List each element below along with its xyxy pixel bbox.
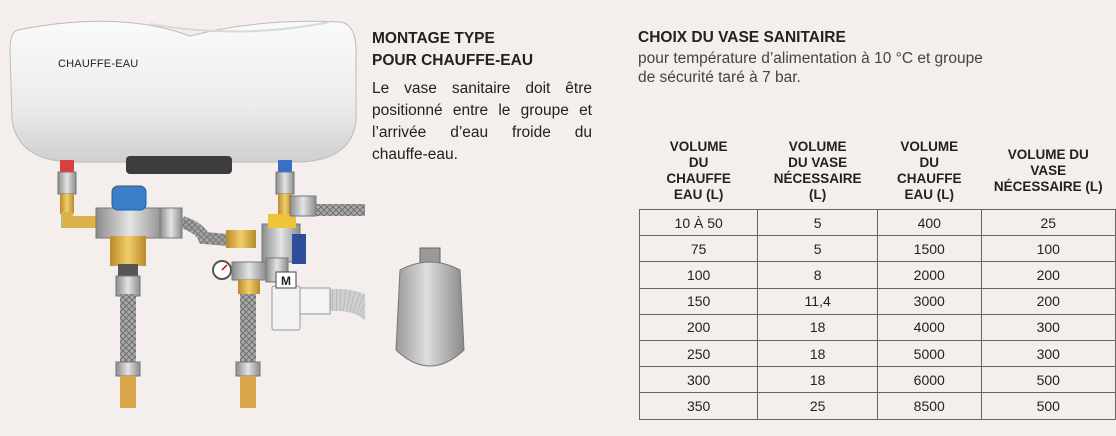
table-cell: 18 bbox=[758, 367, 878, 393]
table-cell: 3000 bbox=[877, 288, 981, 314]
water-heater-tank bbox=[10, 21, 356, 174]
table-cell: 300 bbox=[981, 314, 1115, 340]
header-line: VASE bbox=[1030, 163, 1067, 178]
table-row bbox=[640, 393, 1116, 419]
vase-selection-table bbox=[639, 135, 1116, 420]
table-cell: 500 bbox=[981, 367, 1115, 393]
header-line: EAU (L) bbox=[673, 187, 724, 202]
table-row bbox=[640, 340, 1116, 366]
middle-flex-hose bbox=[240, 294, 256, 364]
table-row bbox=[640, 262, 1116, 288]
column-header bbox=[877, 135, 981, 210]
table-cell: 8500 bbox=[877, 393, 981, 419]
table-cell: 2000 bbox=[877, 262, 981, 288]
table-cell: 100 bbox=[640, 262, 758, 288]
table-cell: 10 À 50 bbox=[640, 210, 758, 236]
vase-choice-title: CHOIX DU VASE SANITAIRE bbox=[638, 29, 846, 46]
vase-subtitle-line2: de sécurité taré à 7 bar. bbox=[638, 69, 801, 86]
header-line: VOLUME bbox=[669, 139, 728, 154]
table-cell: 500 bbox=[981, 393, 1115, 419]
table-cell: 25 bbox=[981, 210, 1115, 236]
header-line: (L) bbox=[809, 187, 827, 202]
column-header bbox=[981, 135, 1115, 210]
table-cell: 75 bbox=[640, 236, 758, 262]
table-cell: 1500 bbox=[877, 236, 981, 262]
header-line: CHAUFFE bbox=[666, 171, 731, 186]
header-line: VOLUME bbox=[900, 139, 959, 154]
expansion-vessel bbox=[380, 240, 480, 390]
montage-title-line2: POUR CHAUFFE-EAU bbox=[372, 52, 534, 69]
pressure-gauge-icon bbox=[213, 261, 266, 294]
table-cell: 150 bbox=[640, 288, 758, 314]
valve-m-label: M bbox=[281, 274, 291, 288]
column-header bbox=[758, 135, 878, 210]
table-cell: 5 bbox=[758, 236, 878, 262]
table-cell: 25 bbox=[758, 393, 878, 419]
table-row bbox=[640, 288, 1116, 314]
table-row bbox=[640, 236, 1116, 262]
montage-description: Le vase sanitaire doit être positionné entre le groupe et l’arrivée d’eau froide du chauffe-eau. bbox=[372, 80, 592, 163]
vase-supply-hose bbox=[316, 210, 365, 250]
vase-subtitle-line1: pour température d’alimentation à 10 °C et groupe bbox=[638, 50, 983, 67]
drain-hose bbox=[300, 300, 365, 410]
table-cell: 350 bbox=[640, 393, 758, 419]
table-cell: 4000 bbox=[877, 314, 981, 340]
table-cell: 100 bbox=[981, 236, 1115, 262]
header-line: NÉCESSAIRE (L) bbox=[993, 179, 1103, 194]
water-heater-installation-diagram bbox=[0, 0, 365, 436]
table-cell: 5 bbox=[758, 210, 878, 236]
table-cell: 18 bbox=[758, 340, 878, 366]
table-row bbox=[640, 210, 1116, 236]
left-flex-hose bbox=[120, 294, 136, 364]
table-cell: 300 bbox=[981, 340, 1115, 366]
header-line: VOLUME DU bbox=[1007, 147, 1089, 162]
heater-label: CHAUFFE-EAU bbox=[58, 58, 139, 70]
table-row bbox=[640, 367, 1116, 393]
header-line: DU bbox=[919, 155, 939, 170]
table-cell: 5000 bbox=[877, 340, 981, 366]
table-header-row bbox=[640, 135, 1116, 210]
table-cell: 200 bbox=[981, 262, 1115, 288]
left-copper-pipe bbox=[120, 376, 136, 408]
montage-title-line1: MONTAGE TYPE bbox=[372, 30, 495, 47]
header-line: VOLUME bbox=[788, 139, 847, 154]
table-cell: 8 bbox=[758, 262, 878, 288]
mixing-valve bbox=[96, 186, 182, 296]
header-line: DU VASE bbox=[788, 155, 848, 170]
vase-choice-subtitle bbox=[638, 49, 1058, 87]
table-cell: 11,4 bbox=[758, 288, 878, 314]
table-cell: 200 bbox=[640, 314, 758, 340]
column-header bbox=[640, 135, 758, 210]
middle-copper-pipe bbox=[240, 376, 256, 408]
header-line: NÉCESSAIRE bbox=[773, 171, 862, 186]
table-cell: 18 bbox=[758, 314, 878, 340]
table-cell: 200 bbox=[981, 288, 1115, 314]
cold-water-inlet bbox=[58, 160, 96, 222]
header-line: EAU (L) bbox=[904, 187, 954, 202]
table-cell: 300 bbox=[640, 367, 758, 393]
header-line: DU bbox=[688, 155, 709, 170]
table-cell: 250 bbox=[640, 340, 758, 366]
table-cell: 400 bbox=[877, 210, 981, 236]
header-line: CHAUFFE bbox=[897, 171, 962, 186]
table-row bbox=[640, 314, 1116, 340]
table-cell: 6000 bbox=[877, 367, 981, 393]
montage-title bbox=[372, 28, 602, 72]
